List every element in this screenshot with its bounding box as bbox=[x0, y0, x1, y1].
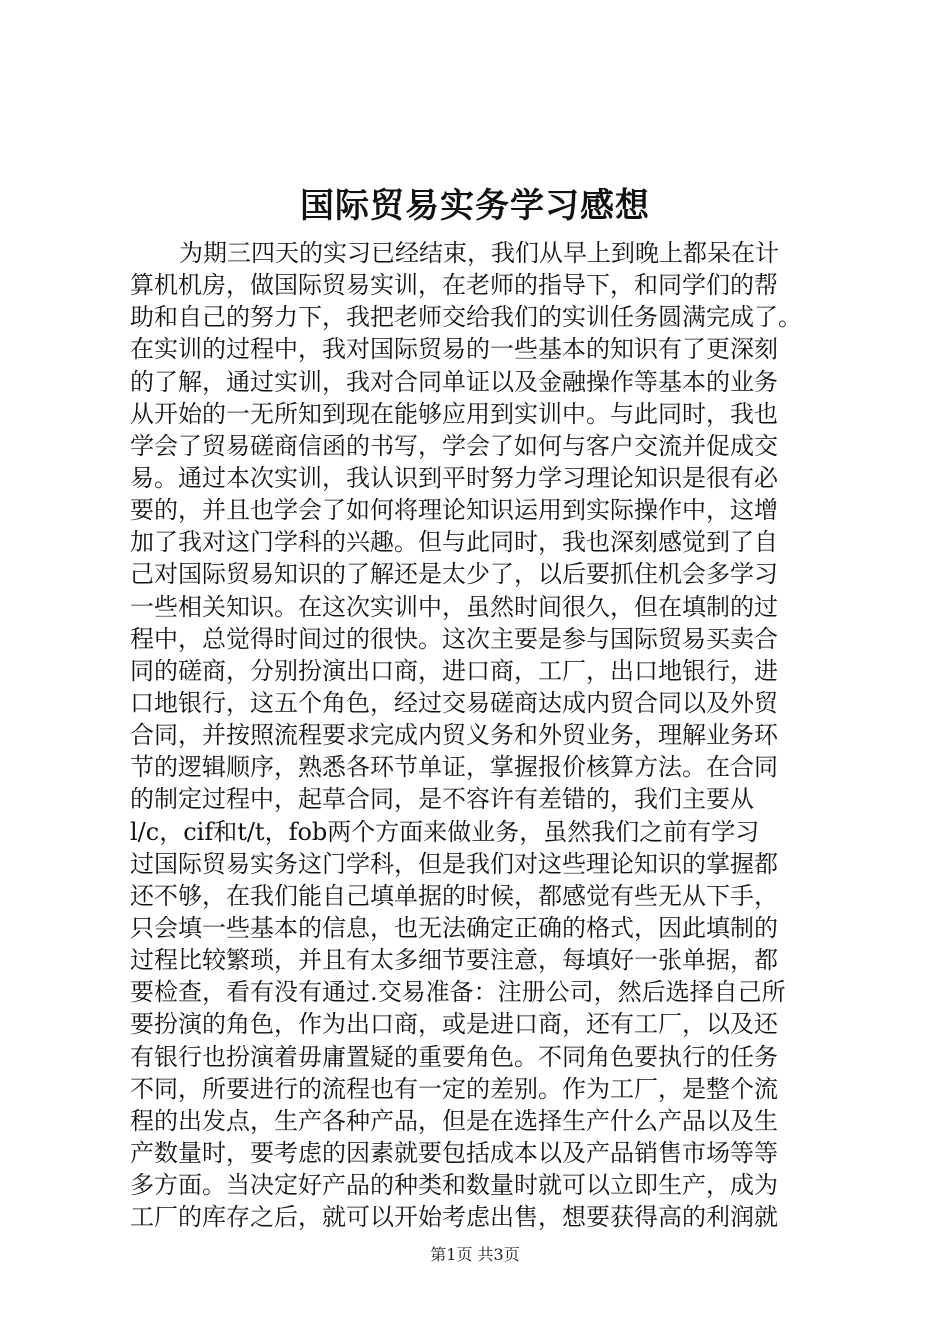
body-line: 过国际贸易实务这门学科，但是我们对这些理论知识的掌握都 bbox=[130, 849, 778, 878]
body-line: 从开始的一无所知到现在能够应用到实训中。与此同时，我也 bbox=[130, 399, 778, 428]
body-line: 要检查，看有没有通过.交易准备：注册公司，然后选择自己所 bbox=[130, 978, 786, 1007]
body-line: 为期三四天的实习已经结束，我们从早上到晚上都呆在计 bbox=[179, 239, 779, 267]
body-line: 算机机房，做国际贸易实训，在老师的指导下，和同学们的帮 bbox=[130, 271, 778, 300]
body-line: 产数量时，要考虑的因素就要包括成本以及产品销售市场等等 bbox=[130, 1138, 778, 1167]
body-line: 要的，并且也学会了如何将理论知识运用到实际操作中，这增 bbox=[130, 496, 778, 525]
body-line: l/c，cif和t/t，fob两个方面来做业务，虽然我们之前有学习 bbox=[130, 817, 760, 846]
body-line: 程的出发点，生产各种产品，但是在选择生产什么产品以及生 bbox=[130, 1106, 778, 1135]
page-number-footer: 第1页 共3页 bbox=[430, 1245, 520, 1264]
body-line: 节的逻辑顺序，熟悉各环节单证，掌握报价核算方法。在合同 bbox=[130, 753, 778, 782]
body-line: 工厂的库存之后，就可以开始考虑出售，想要获得高的利润就 bbox=[130, 1203, 778, 1232]
body-line: 同的磋商，分别扮演出口商，进口商，工厂，出口地银行，进 bbox=[130, 656, 778, 685]
body-line: 加了我对这门学科的兴趣。但与此同时，我也深刻感觉到了自 bbox=[130, 528, 778, 557]
body-line: 助和自己的努力下，我把老师交给我们的实训任务圆满完成了。 bbox=[130, 303, 802, 332]
body-line: 己对国际贸易知识的了解还是太少了，以后要抓住机会多学习 bbox=[130, 560, 778, 589]
body-line: 过程比较繁琐，并且有太多细节要注意，每填好一张单据，都 bbox=[130, 946, 778, 975]
body-line: 一些相关知识。在这次实训中，虽然时间很久，但在填制的过 bbox=[130, 592, 778, 621]
body-line: 易。通过本次实训，我认识到平时努力学习理论知识是很有必 bbox=[130, 463, 778, 492]
body-line: 的了解，通过实训，我对合同单证以及金融操作等基本的业务 bbox=[130, 367, 778, 396]
body-line: 程中，总觉得时间过的很快。这次主要是参与国际贸易买卖合 bbox=[130, 624, 778, 653]
body-line: 口地银行，这五个角色，经过交易磋商达成内贸合同以及外贸 bbox=[130, 688, 778, 717]
body-line: 不同，所要进行的流程也有一定的差别。作为工厂，是整个流 bbox=[130, 1074, 778, 1103]
body-line: 要扮演的角色，作为出口商，或是进口商，还有工厂，以及还 bbox=[130, 1010, 778, 1039]
body-line: 在实训的过程中，我对国际贸易的一些基本的知识有了更深刻 bbox=[130, 335, 778, 364]
body-line: 的制定过程中，起草合同，是不容许有差错的，我们主要从 bbox=[130, 785, 754, 814]
body-line: 还不够，在我们能自己填单据的时候，都感觉有些无从下手， bbox=[130, 881, 778, 910]
body-line: 合同，并按照流程要求完成内贸义务和外贸业务，理解业务环 bbox=[130, 721, 778, 750]
body-line: 有银行也扮演着毋庸置疑的重要角色。不同角色要执行的任务 bbox=[130, 1042, 778, 1071]
body-line: 学会了贸易磋商信函的书写，学会了如何与客户交流并促成交 bbox=[130, 431, 778, 460]
body-line: 多方面。当决定好产品的种类和数量时就可以立即生产，成为 bbox=[130, 1171, 778, 1200]
document-title: 国际贸易实务学习感想 bbox=[300, 186, 650, 226]
body-line: 只会填一些基本的信息，也无法确定正确的格式，因此填制的 bbox=[130, 913, 778, 942]
document-body bbox=[130, 237, 850, 1233]
